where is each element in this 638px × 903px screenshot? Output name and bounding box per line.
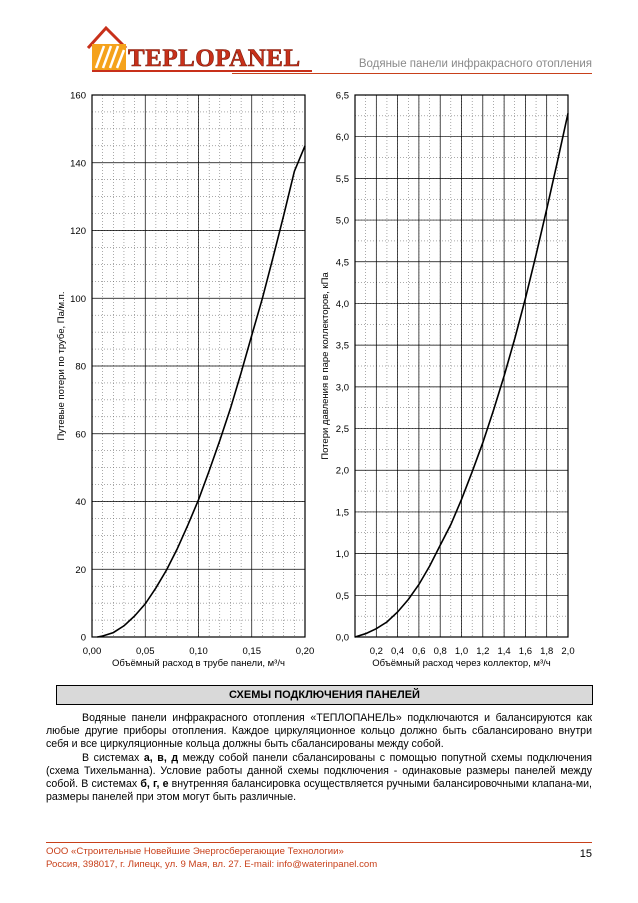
y-tick-label: 2,5 [335, 424, 349, 436]
body-text [46, 712, 592, 804]
y-tick-label: 2,0 [335, 465, 349, 477]
y-tick-label: 3,5 [335, 340, 349, 352]
y-tick-label: 6,5 [335, 90, 349, 102]
x-tick-label: 2,0 [561, 646, 575, 657]
y-tick-label: 0 [80, 632, 86, 644]
footer-divider [46, 842, 592, 843]
x-tick-label: 0,00 [82, 646, 102, 657]
y-tick-label: 1,0 [335, 549, 349, 561]
x-tick-label: 0,20 [295, 646, 315, 657]
x-tick-label: 1,2 [476, 646, 490, 657]
x-tick-label: 1,8 [540, 646, 554, 657]
y-tick-label: 6,0 [335, 132, 349, 144]
x-tick-label: 1,6 [518, 646, 533, 657]
section-title: СХЕМЫ ПОДКЛЮЧЕНИЯ ПАНЕЛЕЙ [56, 685, 593, 705]
header-tagline: Водяные панели инфракрасного отопления [358, 58, 592, 70]
x-tick-label: 1,4 [497, 646, 511, 657]
footer-company-name: ООО «Строительные Новейшие Энергосберегающие Технологии» [46, 846, 344, 857]
y-tick-label: 4,5 [335, 257, 349, 269]
y-axis-label: Путевые потери по трубе, Па/м.п. [56, 291, 67, 441]
x-tick-label: 1,0 [454, 646, 469, 657]
x-axis-label: Объёмный расход в трубе панели, м³/ч [112, 658, 285, 669]
x-axis-label: Объёмный расход через коллектор, м³/ч [372, 658, 551, 669]
y-tick-label: 0,0 [335, 632, 349, 644]
x-tick-label: 0,2 [369, 646, 383, 657]
x-tick-label: 0,05 [136, 646, 155, 657]
y-tick-label: 40 [75, 497, 86, 508]
footer-company [46, 846, 377, 871]
footer-address: Россия, 398017, г. Липецк, ул. 9 Мая, вл. 27. E-mail: info@waterinpanel.com [46, 858, 378, 870]
y-tick-label: 3,0 [335, 382, 349, 394]
logo-wordmark: TEPLOPANEL [128, 45, 301, 72]
x-tick-label: 0,15 [242, 646, 261, 657]
y-tick-label: 20 [75, 564, 86, 576]
y-tick-label: 60 [75, 429, 86, 441]
x-tick-label: 0,4 [390, 646, 405, 657]
y-tick-label: 4,0 [335, 298, 349, 310]
y-tick-label: 80 [75, 361, 86, 373]
y-tick-label: 120 [70, 226, 86, 237]
paragraph-1: Водяные панели инфракрасного отопления «ТЕПЛОПАНЕЛЬ» подключаются и балансируются как любые другие приборы отопления. Каждое циркуляционное кольцо должно быть сбалансировано внутри себя и все циркуляционные кольца должны быть сбалансированы между собой. [46, 712, 592, 751]
y-axis-label: Потери давления в паре коллекторов, кПа [320, 272, 331, 460]
y-tick-label: 5,5 [335, 173, 349, 185]
paragraph-2: В системах а, в, д между собой панели сбалансированы с помощью попутной схемы подключения (схема Тихельманна). Условие работы данной схемы подключения - одинаковые размеры панелей между собой. В системах б, г, е внутренняя балансировка осуществляется ручными балансировочными клапана-ми, размеры панелей при этом могут быть различные. [46, 751, 593, 804]
y-tick-label: 0,5 [335, 590, 349, 602]
page-number: 15 [579, 848, 592, 860]
x-tick-label: 0,8 [433, 646, 447, 657]
x-tick-label: 0,6 [412, 646, 426, 657]
y-tick-label: 140 [70, 158, 86, 170]
y-tick-label: 100 [70, 293, 86, 305]
x-tick-label: 0,10 [189, 646, 208, 657]
y-tick-label: 5,0 [335, 215, 349, 227]
y-tick-label: 1,5 [335, 507, 349, 519]
y-tick-label: 160 [70, 90, 86, 102]
